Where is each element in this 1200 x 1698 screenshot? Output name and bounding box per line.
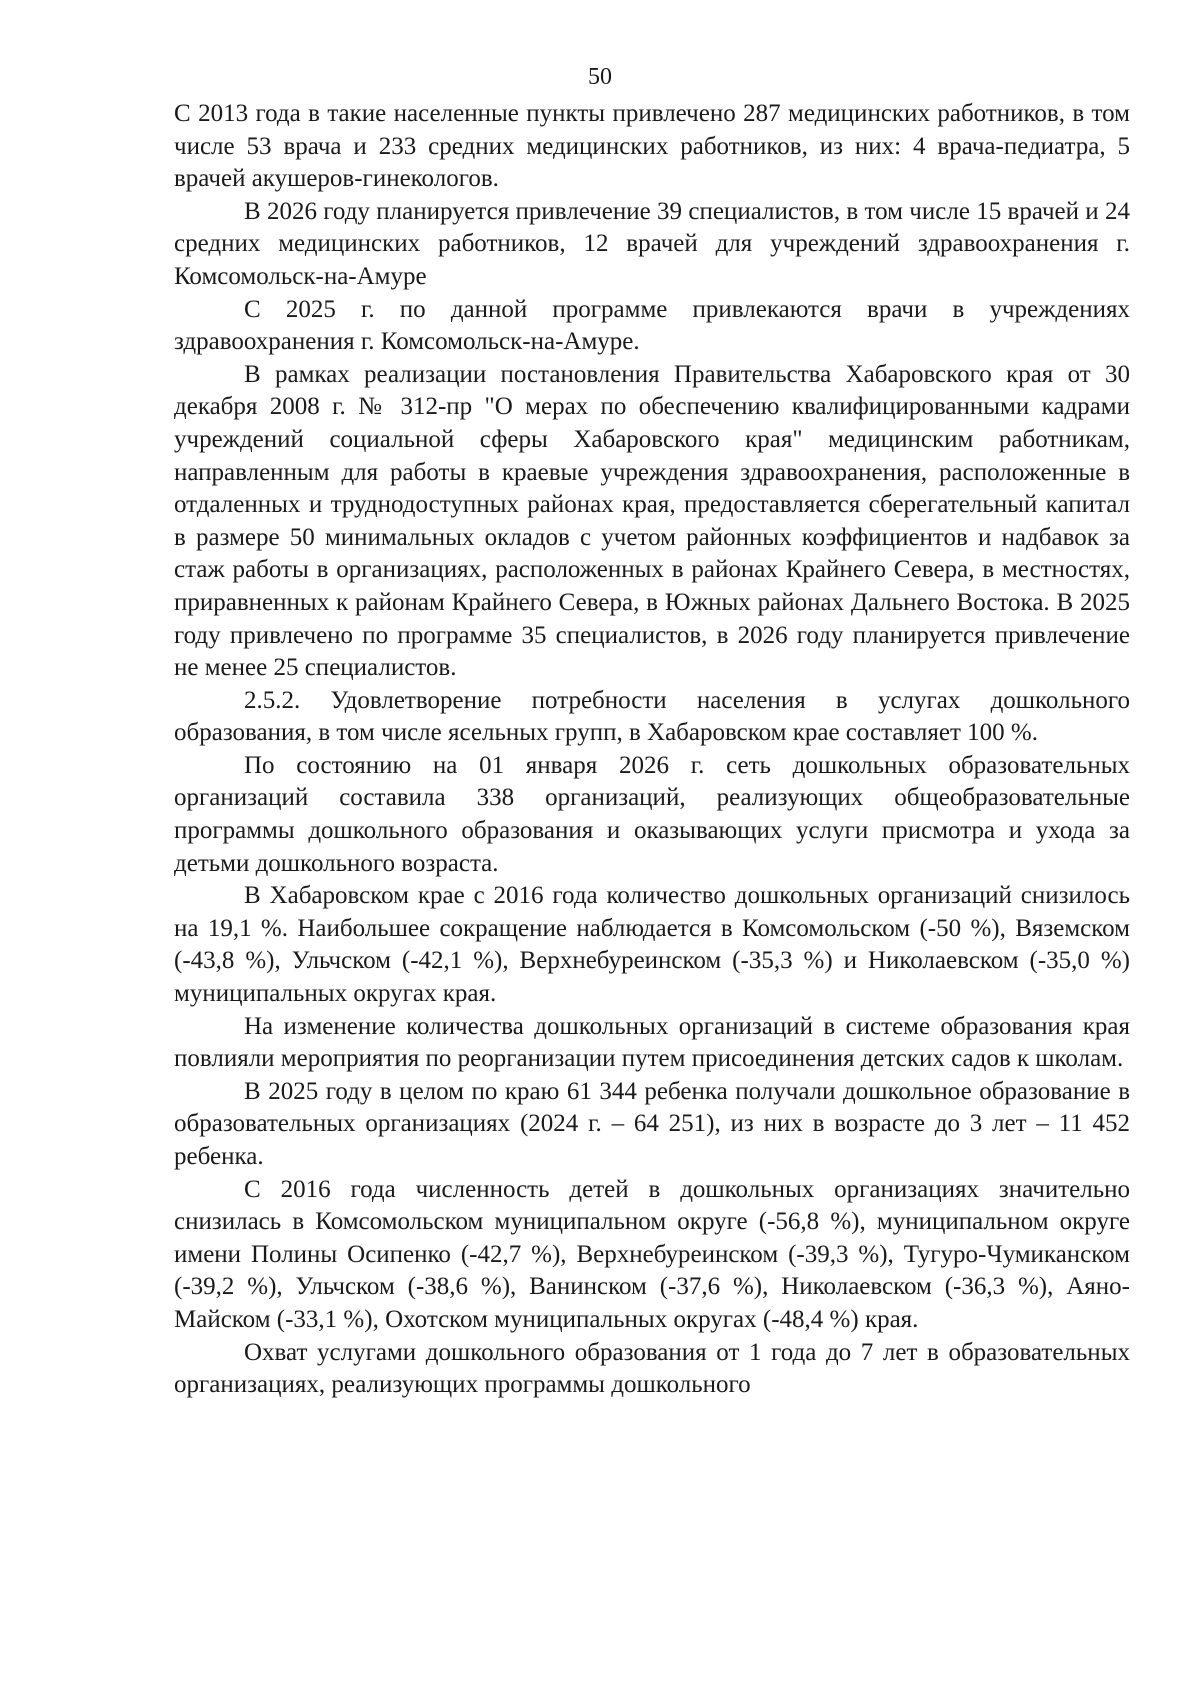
- paragraph-7: В Хабаровском крае с 2016 года количество дошкольных организаций снизилось на 19,1 %. Наибольшее сокращение наблюдается в Комсомольском (-50 %), Вяземском (-43,8 %), Ульчском (-42,1 %), Верхнебуреинском (-35,3 %) и Николаевском (-35,0 %) муниципальных округах края.: [174, 882, 1130, 1008]
- paragraph-1: С 2013 года в такие населенные пункты привлечено 287 медицинских работников, в том числе 53 врача и 233 средних медицинских работников, из них: 4 врача-педиатра, 5 врачей акушеров-гинекологов.: [174, 100, 1130, 193]
- document-body: [174, 98, 1130, 1402]
- paragraph-9: В 2025 году в целом по краю 61 344 ребенка получали дошкольное образование в образовательных организациях (2024 г. – 64 251), из них в возрасте до 3 лет – 11 452 ребенка.: [174, 1077, 1130, 1170]
- page-number: 50: [588, 64, 612, 90]
- paragraph-8: На изменение количества дошкольных организаций в системе образования края повлияли мероприятия по реорганизации путем присоединения детских садов к школам.: [174, 1012, 1130, 1073]
- paragraph-5: 2.5.2. Удовлетворение потребности населения в услугах дошкольного образования, в том числе ясельных групп, в Хабаровском крае составляет 100 %.: [174, 686, 1130, 747]
- paragraph-4: В рамках реализации постановления Правительства Хабаровского края от 30 декабря 2008 г. № 312-пр "О мерах по обеспечению квалифицированными кадрами учреждений социальной сферы Хабаровского края" медицинским работникам, направленным для работы в краевые учреждения здравоохранения, расположенные в отдаленных и труднодоступных районах края, предоставляется сберегательный капитал в размере 50 минимальных окладов с учетом районных коэффициентов и надбавок за стаж работы в организациях, расположенных в районах Крайнего Севера, в местностях, приравненных к районам Крайнего Севера, в Южных районах Дальнего Востока. В 2025 году привлечено по программе 35 специалистов, в 2026 году планируется привлечение не менее 25 специалистов.: [174, 360, 1130, 682]
- paragraph-6: По состоянию на 01 января 2026 г. сеть дошкольных образовательных организаций составила 338 организаций, реализующих общеобразовательные программы дошкольного образования и оказывающих услуги присмотра и ухода за детьми дошкольного возраста.: [174, 751, 1130, 877]
- paragraph-2: В 2026 году планируется привлечение 39 специалистов, в том числе 15 врачей и 24 средних медицинских работников, 12 врачей для учреждений здравоохранения г. Комсомольск-на-Амуре: [174, 197, 1130, 290]
- paragraph-11: Охват услугами дошкольного образования от 1 года до 7 лет в образовательных организациях, реализующих программы дошкольного: [174, 1338, 1130, 1399]
- paragraph-3: С 2025 г. по данной программе привлекаются врачи в учреждениях здравоохранения г. Комсомольск-на-Амуре.: [174, 295, 1130, 356]
- paragraph-10: С 2016 года численность детей в дошкольных организациях значительно снизилась в Комсомольском муниципальном округе (-56,8 %), муниципальном округе имени Полины Осипенко (-42,7 %), Верхнебуреинском (-39,3 %), Тугуро-Чумиканском (-39,2 %), Ульчском (-38,6 %), Ванинском (-37,6 %), Николаевском (-36,3 %), Аяно-Майском (-33,1 %), Охотском муниципальных округах (-48,4 %) края.: [174, 1175, 1130, 1333]
